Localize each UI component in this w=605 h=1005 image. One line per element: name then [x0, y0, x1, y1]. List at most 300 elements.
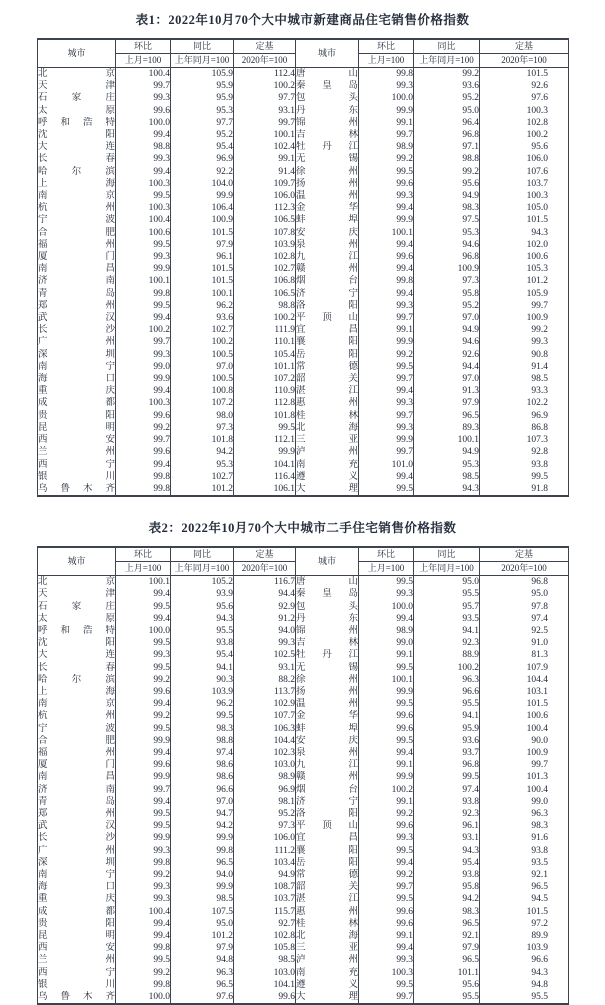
value-cell: 95.6 — [480, 141, 569, 153]
table1-title: 表1：2022年10月70个大中城市新建商品住宅销售价格指数 — [135, 13, 470, 27]
table-row — [38, 991, 569, 1004]
table-row — [38, 820, 569, 832]
value-cell: 93.7 — [414, 747, 480, 759]
value-cell: 103.1 — [480, 686, 569, 698]
value-cell: 99.5 — [359, 576, 414, 589]
value-cell: 106.8 — [234, 275, 296, 287]
value-cell: 96.5 — [171, 979, 234, 991]
value-cell: 99.5 — [234, 422, 296, 434]
city-cell: 烟台 — [296, 784, 358, 795]
value-cell: 99.9 — [116, 735, 171, 747]
value-cell: 112.8 — [234, 397, 296, 409]
table2-title: 表2：2022年10月70个大中城市二手住宅销售价格指数 — [148, 521, 457, 536]
col-header-mom: 环比 — [359, 547, 414, 562]
value-cell: 98.1 — [234, 796, 296, 808]
city-cell: 吉林 — [296, 638, 358, 649]
value-cell: 96.5 — [414, 918, 480, 930]
table-row — [38, 459, 569, 471]
city-cell: 沈阳 — [38, 130, 115, 141]
value-cell: 99.7 — [359, 312, 414, 324]
table-row — [38, 80, 569, 92]
city-cell: 天津 — [38, 589, 115, 600]
value-cell: 98.8 — [116, 141, 171, 153]
table-row — [38, 117, 569, 129]
value-cell: 93.8 — [480, 459, 569, 471]
city-cell: 洛阳 — [296, 300, 358, 311]
value-cell: 116.4 — [234, 471, 296, 483]
table-row — [38, 967, 569, 979]
value-cell: 94.3 — [414, 845, 480, 857]
table-row — [38, 784, 569, 796]
value-cell: 99.1 — [359, 649, 414, 661]
value-cell: 99.5 — [359, 698, 414, 710]
value-cell: 89.3 — [414, 422, 480, 434]
value-cell: 99.6 — [359, 251, 414, 263]
value-cell: 100.0 — [116, 117, 171, 129]
city-cell: 泉州 — [296, 747, 358, 758]
city-cell: 福州 — [38, 747, 115, 758]
value-cell: 105.3 — [480, 263, 569, 275]
table2-body — [38, 576, 569, 1005]
table-row — [38, 845, 569, 857]
value-cell: 96.5 — [414, 954, 480, 966]
value-cell: 100.0 — [116, 625, 171, 637]
city-cell: 济南 — [38, 784, 115, 795]
value-cell: 99.6 — [359, 178, 414, 190]
value-cell: 99.7 — [359, 446, 414, 458]
table-row — [38, 601, 569, 613]
value-cell: 96.5 — [171, 857, 234, 869]
value-cell: 99.7 — [359, 991, 414, 1004]
value-cell: 98.5 — [480, 373, 569, 385]
city-cell: 西安 — [38, 435, 115, 446]
value-cell: 96.9 — [234, 784, 296, 796]
value-cell: 95.5 — [480, 991, 569, 1004]
city-cell: 深圳 — [38, 857, 115, 868]
value-cell: 94.9 — [414, 190, 480, 202]
value-cell: 91.8 — [480, 483, 569, 496]
value-cell: 99.5 — [116, 723, 171, 735]
value-cell: 100.0 — [359, 92, 414, 104]
value-cell: 111.2 — [234, 845, 296, 857]
value-cell: 95.6 — [414, 979, 480, 991]
value-cell: 100.6 — [480, 710, 569, 722]
table-row — [38, 808, 569, 820]
value-cell: 94.6 — [414, 336, 480, 348]
value-cell: 99.2 — [116, 869, 171, 881]
col-header-base: 定基 — [480, 547, 569, 562]
value-cell: 96.3 — [480, 808, 569, 820]
value-cell: 99.2 — [359, 808, 414, 820]
value-cell: 90.3 — [171, 674, 234, 686]
city-cell: 贵阳 — [38, 918, 115, 929]
value-cell: 99.2 — [116, 422, 171, 434]
value-cell: 99.4 — [359, 385, 414, 397]
value-cell: 99.7 — [480, 759, 569, 771]
value-cell: 94.1 — [414, 710, 480, 722]
section-new-homes — [0, 12, 605, 497]
value-cell: 99.4 — [116, 459, 171, 471]
value-cell: 81.3 — [480, 649, 569, 661]
city-cell: 太原 — [38, 613, 115, 624]
value-cell: 110.9 — [234, 385, 296, 397]
value-cell: 100.4 — [116, 906, 171, 918]
value-cell: 100.9 — [171, 214, 234, 226]
value-cell: 99.3 — [359, 422, 414, 434]
city-cell: 南京 — [38, 191, 115, 202]
col-header-yoy: 同比 — [171, 547, 234, 562]
table-row — [38, 483, 569, 496]
table1-body — [38, 68, 569, 497]
value-cell: 107.5 — [171, 906, 234, 918]
city-cell: 杭州 — [38, 203, 115, 214]
value-cell: 102.9 — [234, 698, 296, 710]
city-cell: 湛江 — [296, 386, 358, 397]
table-row — [38, 796, 569, 808]
value-cell: 97.0 — [171, 361, 234, 373]
value-cell: 98.5 — [171, 893, 234, 905]
city-cell: 蚌埠 — [296, 723, 358, 734]
value-cell: 99.6 — [359, 820, 414, 832]
value-cell: 99.1 — [359, 117, 414, 129]
value-cell: 99.6 — [359, 918, 414, 930]
table-row — [38, 698, 569, 710]
value-cell: 99.6 — [359, 723, 414, 735]
city-cell: 唐山 — [296, 69, 358, 79]
value-cell: 103.9 — [480, 942, 569, 954]
table-row — [38, 857, 569, 869]
value-cell: 101.8 — [234, 410, 296, 422]
city-cell: 重庆 — [38, 386, 115, 397]
value-cell: 99.2 — [359, 349, 414, 361]
city-cell: 兰州 — [38, 955, 115, 966]
value-cell: 97.0 — [414, 312, 480, 324]
city-cell: 襄阳 — [296, 337, 358, 348]
value-cell: 99.0 — [480, 796, 569, 808]
value-cell: 96.5 — [480, 881, 569, 893]
value-cell: 99.7 — [116, 336, 171, 348]
value-cell: 99.5 — [116, 820, 171, 832]
value-cell: 99.3 — [359, 190, 414, 202]
value-cell: 96.1 — [171, 251, 234, 263]
value-cell: 98.0 — [171, 410, 234, 422]
col-subheader-mom: 上月=100 — [359, 54, 414, 68]
value-cell: 97.3 — [171, 422, 234, 434]
value-cell: 113.7 — [234, 686, 296, 698]
city-cell: 三亚 — [296, 435, 358, 446]
table-row — [38, 105, 569, 117]
value-cell: 102.8 — [234, 930, 296, 942]
value-cell: 101.1 — [234, 361, 296, 373]
value-cell: 93.1 — [414, 832, 480, 844]
value-cell: 98.8 — [414, 153, 480, 165]
value-cell: 104.4 — [480, 674, 569, 686]
value-cell: 99.9 — [359, 214, 414, 226]
value-cell: 95.3 — [414, 227, 480, 239]
value-cell: 106.3 — [234, 723, 296, 735]
city-cell: 成都 — [38, 906, 115, 917]
price-index-table-second-hand — [37, 546, 569, 1005]
value-cell: 94.9 — [234, 869, 296, 881]
price-index-table-new-homes — [37, 38, 569, 497]
value-cell: 99.3 — [116, 649, 171, 661]
value-cell: 95.0 — [414, 105, 480, 117]
city-cell: 济宁 — [296, 288, 358, 299]
city-cell: 包头 — [296, 601, 358, 612]
value-cell: 96.8 — [414, 129, 480, 141]
value-cell: 94.4 — [414, 361, 480, 373]
table-row — [38, 214, 569, 226]
value-cell: 94.2 — [414, 893, 480, 905]
value-cell: 101.5 — [480, 698, 569, 710]
col-header-mom: 环比 — [359, 39, 414, 54]
city-cell: 牡丹江 — [296, 650, 358, 661]
value-cell: 99.3 — [359, 954, 414, 966]
value-cell: 99.7 — [234, 117, 296, 129]
col-header-mom: 环比 — [116, 547, 171, 562]
value-cell: 99.5 — [116, 808, 171, 820]
value-cell: 99.5 — [116, 662, 171, 674]
col-header-city: 城市 — [296, 39, 359, 68]
value-cell: 99.8 — [116, 942, 171, 954]
city-cell: 昆明 — [38, 422, 115, 433]
value-cell: 99.0 — [359, 637, 414, 649]
value-cell: 94.8 — [480, 979, 569, 991]
value-cell: 100.2 — [234, 312, 296, 324]
value-cell: 99.5 — [359, 662, 414, 674]
value-cell: 98.6 — [171, 771, 234, 783]
value-cell: 107.9 — [480, 662, 569, 674]
value-cell: 97.6 — [480, 92, 569, 104]
value-cell: 99.4 — [116, 129, 171, 141]
value-cell: 99.5 — [116, 190, 171, 202]
city-cell: 青岛 — [38, 796, 115, 807]
value-cell: 98.9 — [359, 625, 414, 637]
value-cell: 99.7 — [359, 373, 414, 385]
city-cell: 上海 — [38, 686, 115, 697]
city-cell: 乌鲁木齐 — [38, 483, 116, 496]
value-cell: 100.2 — [359, 784, 414, 796]
city-cell: 长沙 — [38, 833, 115, 844]
city-cell: 温州 — [296, 191, 358, 202]
city-cell: 桂林 — [296, 410, 358, 421]
city-cell: 包头 — [296, 93, 358, 104]
value-cell: 97.3 — [414, 275, 480, 287]
value-cell: 99.5 — [359, 979, 414, 991]
city-cell: 武汉 — [38, 313, 115, 324]
value-cell: 102.3 — [234, 747, 296, 759]
value-cell: 99.2 — [116, 967, 171, 979]
city-cell: 泸州 — [296, 447, 358, 458]
value-cell: 99.5 — [359, 166, 414, 178]
value-cell: 99.3 — [116, 153, 171, 165]
city-cell: 韶关 — [296, 882, 358, 893]
value-cell: 97.1 — [414, 141, 480, 153]
value-cell: 103.0 — [234, 759, 296, 771]
city-cell: 合肥 — [38, 227, 115, 238]
value-cell: 91.4 — [480, 361, 569, 373]
city-cell: 银川 — [38, 979, 115, 990]
city-cell: 郑州 — [38, 808, 115, 819]
table-row — [38, 710, 569, 722]
city-cell: 银川 — [38, 471, 115, 482]
city-cell: 青岛 — [38, 288, 115, 299]
value-cell: 99.0 — [116, 361, 171, 373]
city-cell: 重庆 — [38, 894, 115, 905]
value-cell: 101.0 — [359, 459, 414, 471]
value-cell: 99.4 — [359, 288, 414, 300]
value-cell: 98.6 — [171, 759, 234, 771]
value-cell: 100.2 — [116, 324, 171, 336]
value-cell: 99.2 — [116, 710, 171, 722]
city-cell: 武汉 — [38, 821, 115, 832]
table-row — [38, 918, 569, 930]
value-cell: 100.4 — [480, 784, 569, 796]
value-cell: 102.4 — [234, 141, 296, 153]
table-row — [38, 129, 569, 141]
value-cell: 98.3 — [480, 820, 569, 832]
value-cell: 105.8 — [234, 942, 296, 954]
value-cell: 99.6 — [234, 991, 296, 1004]
value-cell: 102.7 — [171, 471, 234, 483]
value-cell: 93.8 — [414, 796, 480, 808]
city-cell: 金华 — [296, 203, 358, 214]
col-header-yoy: 同比 — [414, 547, 480, 562]
value-cell: 94.9 — [414, 324, 480, 336]
value-cell: 97.9 — [414, 397, 480, 409]
city-cell: 杭州 — [38, 711, 115, 722]
value-cell: 100.1 — [116, 275, 171, 287]
city-cell: 惠州 — [296, 398, 358, 409]
table-row — [38, 576, 569, 589]
table-row — [38, 410, 569, 422]
value-cell: 95.5 — [414, 991, 480, 1004]
value-cell: 91.3 — [414, 385, 480, 397]
value-cell: 96.6 — [480, 954, 569, 966]
city-cell: 南昌 — [38, 772, 115, 783]
city-cell: 太原 — [38, 105, 115, 116]
value-cell: 92.3 — [414, 808, 480, 820]
value-cell: 97.9 — [414, 942, 480, 954]
value-cell: 99.7 — [116, 784, 171, 796]
value-cell: 100.3 — [480, 105, 569, 117]
table-row — [38, 588, 569, 600]
value-cell: 95.0 — [171, 918, 234, 930]
value-cell: 93.8 — [414, 869, 480, 881]
table-row — [38, 288, 569, 300]
city-cell: 北京 — [38, 577, 115, 588]
value-cell: 91.6 — [480, 832, 569, 844]
value-cell: 99.7 — [116, 80, 171, 92]
value-cell: 92.9 — [234, 601, 296, 613]
value-cell: 93.5 — [414, 613, 480, 625]
value-cell: 99.4 — [116, 698, 171, 710]
value-cell: 99.5 — [359, 483, 414, 496]
value-cell: 99.4 — [359, 942, 414, 954]
city-cell: 广州 — [38, 845, 115, 856]
value-cell: 93.6 — [414, 735, 480, 747]
value-cell: 101.3 — [480, 771, 569, 783]
value-cell: 94.5 — [480, 893, 569, 905]
value-cell: 99.4 — [359, 239, 414, 251]
city-cell: 大理 — [296, 991, 359, 1004]
value-cell: 105.9 — [480, 288, 569, 300]
value-cell: 99.9 — [171, 881, 234, 893]
value-cell: 102.0 — [480, 239, 569, 251]
col-header-base: 定基 — [480, 39, 569, 54]
value-cell: 99.9 — [359, 686, 414, 698]
table-row — [38, 275, 569, 287]
value-cell: 99.3 — [234, 637, 296, 649]
city-cell: 沈阳 — [38, 638, 115, 649]
city-cell: 无锡 — [296, 154, 358, 165]
value-cell: 92.6 — [414, 349, 480, 361]
value-cell: 99.3 — [116, 349, 171, 361]
city-cell: 常德 — [296, 869, 358, 880]
value-cell: 99.6 — [116, 686, 171, 698]
city-cell: 南宁 — [38, 869, 115, 880]
value-cell: 100.3 — [359, 967, 414, 979]
value-cell: 96.8 — [414, 251, 480, 263]
value-cell: 105.9 — [171, 68, 234, 81]
city-cell: 长春 — [38, 662, 115, 673]
city-cell: 牡丹江 — [296, 142, 358, 153]
value-cell: 91.2 — [234, 613, 296, 625]
value-cell: 93.6 — [171, 312, 234, 324]
value-cell: 99.3 — [359, 397, 414, 409]
value-cell: 103.9 — [171, 686, 234, 698]
value-cell: 97.0 — [171, 796, 234, 808]
value-cell: 99.3 — [359, 832, 414, 844]
value-cell: 100.8 — [171, 385, 234, 397]
value-cell: 103.0 — [234, 967, 296, 979]
table-row — [38, 893, 569, 905]
city-cell: 厦门 — [38, 252, 115, 263]
value-cell: 100.4 — [480, 723, 569, 735]
city-cell: 济南 — [38, 276, 115, 287]
value-cell: 99.9 — [359, 434, 414, 446]
value-cell: 95.2 — [234, 808, 296, 820]
city-cell: 福州 — [38, 239, 115, 250]
value-cell: 95.9 — [171, 92, 234, 104]
value-cell: 93.8 — [171, 637, 234, 649]
city-cell: 吉林 — [296, 130, 358, 141]
value-cell: 99.8 — [116, 483, 171, 496]
city-cell: 常德 — [296, 361, 358, 372]
value-cell: 100.9 — [480, 312, 569, 324]
value-cell: 101.5 — [171, 275, 234, 287]
value-cell: 106.0 — [480, 153, 569, 165]
value-cell: 97.4 — [480, 613, 569, 625]
value-cell: 99.4 — [116, 796, 171, 808]
value-cell: 107.2 — [234, 373, 296, 385]
value-cell: 96.1 — [414, 820, 480, 832]
value-cell: 100.3 — [116, 397, 171, 409]
value-cell: 95.5 — [171, 625, 234, 637]
value-cell: 99.5 — [359, 735, 414, 747]
value-cell: 99.4 — [116, 385, 171, 397]
value-cell: 93.5 — [480, 857, 569, 869]
value-cell: 100.2 — [414, 662, 480, 674]
col-header-yoy: 同比 — [171, 39, 234, 54]
value-cell: 99.2 — [359, 869, 414, 881]
table-row — [38, 662, 569, 674]
value-cell: 104.4 — [234, 735, 296, 747]
value-cell: 102.7 — [234, 263, 296, 275]
value-cell: 108.7 — [234, 881, 296, 893]
city-cell: 天津 — [38, 81, 115, 92]
city-cell: 丹东 — [296, 613, 358, 624]
